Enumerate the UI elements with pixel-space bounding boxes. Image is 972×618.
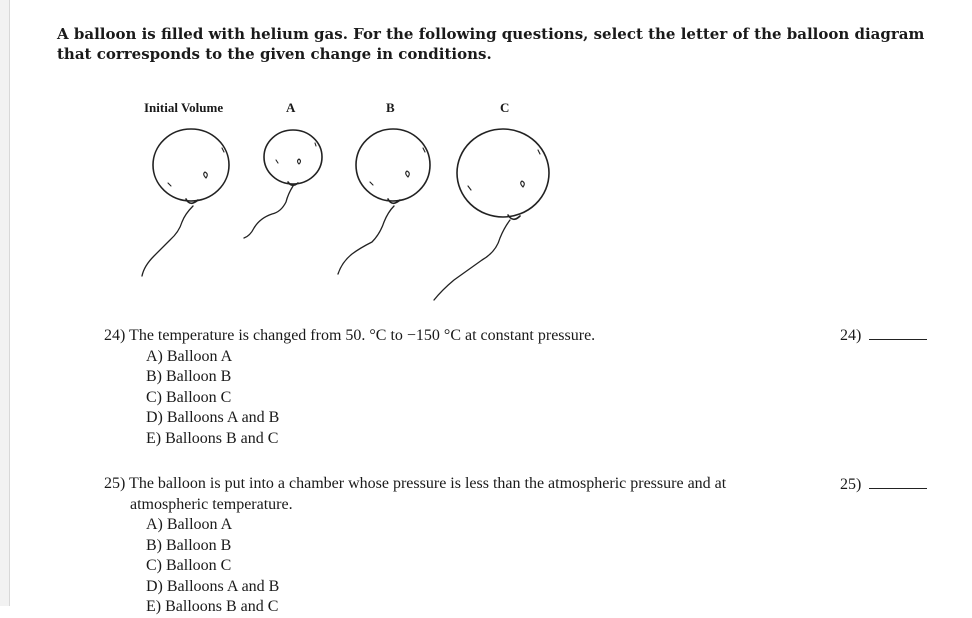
answer-25-label: 25) [840, 476, 862, 493]
answer-25-blank[interactable] [869, 476, 927, 489]
question-24-text: 24) The temperature is changed from 50. °C to −150 °C at constant pressure. [104, 327, 596, 344]
choice-24-d[interactable]: D) Balloons A and B [146, 409, 280, 426]
question-25-choices [104, 515, 824, 618]
question-25-text: 25) The balloon is put into a chamber whose pressure is less than the atmospheric pressure and at [104, 475, 727, 492]
answer-24-blank[interactable] [869, 327, 927, 340]
answer-24 [840, 327, 927, 345]
choice-25-a[interactable]: A) Balloon A [146, 516, 233, 533]
label-initial-volume: Initial Volume [144, 100, 224, 115]
answer-24-label: 24) [840, 327, 862, 344]
answer-25 [840, 476, 927, 494]
balloon-initial [142, 129, 229, 276]
question-25-text-cont: atmospheric temperature. [130, 495, 293, 513]
choice-24-c[interactable]: C) Balloon C [146, 388, 232, 406]
choice-24-b[interactable]: B) Balloon B [146, 368, 232, 385]
choice-25-e[interactable]: E) Balloons B and C [146, 598, 279, 615]
choice-24-e[interactable]: E) Balloons B and C [146, 429, 279, 447]
label-b: B [386, 100, 395, 115]
balloon-b [338, 129, 430, 274]
question-24-choices [104, 347, 804, 450]
label-a: A [286, 100, 296, 115]
balloon-c [434, 129, 549, 300]
instructions: A balloon is filled with helium gas. For the following questions, select the letter of the balloon diagram that corresponds to the given change in conditions. [57, 25, 925, 63]
choice-25-d[interactable]: D) Balloons A and B [146, 577, 280, 595]
choice-25-b[interactable]: B) Balloon B [146, 536, 232, 554]
question-24 [104, 326, 804, 449]
choice-25-c[interactable]: C) Balloon C [146, 557, 232, 574]
question-25 [104, 474, 824, 618]
label-c: C [500, 100, 510, 115]
choice-24-a[interactable]: A) Balloon A [146, 347, 233, 365]
balloon-a [244, 130, 322, 238]
